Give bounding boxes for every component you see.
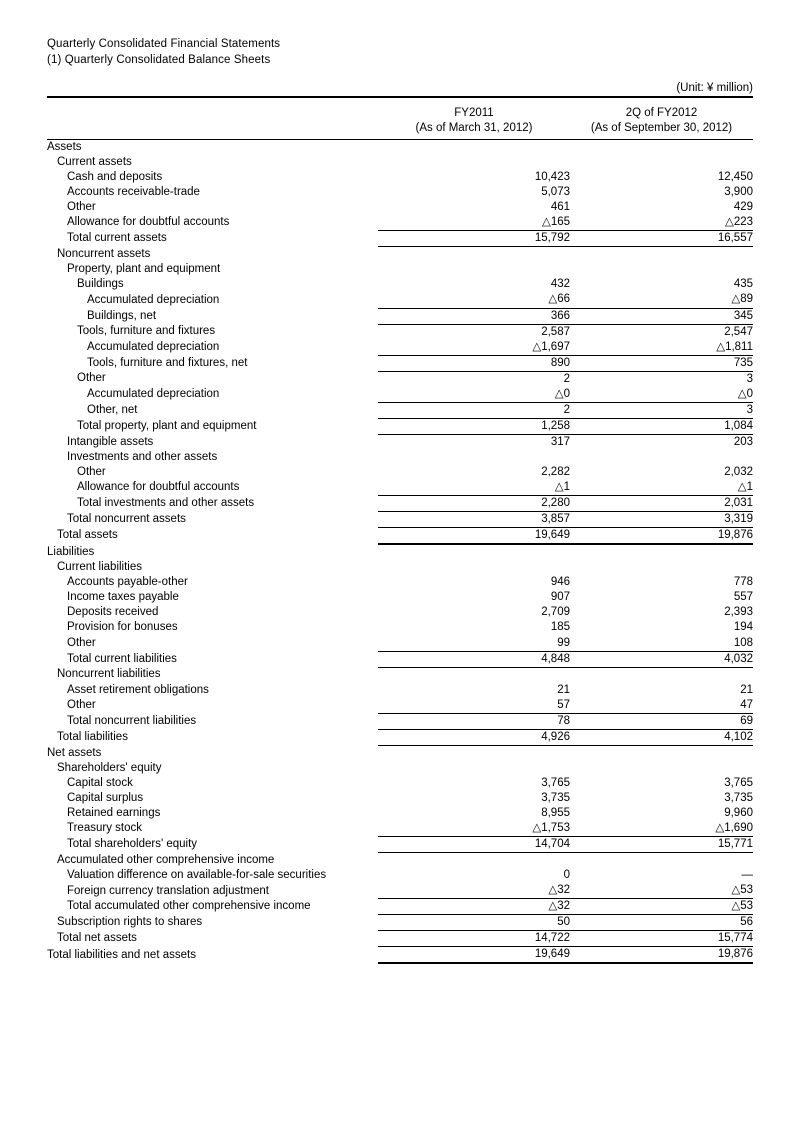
row-value-fy2011 <box>378 262 570 277</box>
row-value-fy2011: 57 <box>378 698 570 714</box>
row-label: Valuation difference on available-for-sale securities <box>67 869 327 882</box>
row-value-2q-fy2012: 19,876 <box>570 947 753 964</box>
table-row <box>47 761 753 776</box>
row-label: Current liabilities <box>57 561 143 574</box>
row-value-2q-fy2012: △1,811 <box>570 340 753 356</box>
table-row <box>47 837 753 853</box>
row-value-2q-fy2012: 194 <box>733 621 753 634</box>
row-value-fy2011 <box>378 853 570 869</box>
table-row <box>47 560 753 575</box>
row-value-fy2011: 50 <box>378 915 570 931</box>
row-value-fy2011: 10,423 <box>534 171 570 184</box>
table-body <box>47 140 753 964</box>
row-value-fy2011: 5,073 <box>541 186 570 199</box>
table-row <box>47 590 753 605</box>
row-label: Assets <box>47 141 82 153</box>
row-value-fy2011: 890 <box>378 355 570 371</box>
table-row <box>47 620 753 635</box>
row-label: Liabilities <box>47 545 95 558</box>
row-value-2q-fy2012: 1,084 <box>570 418 753 434</box>
column-header-row <box>47 104 753 140</box>
table-row <box>47 683 753 698</box>
row-value-fy2011: △66 <box>378 292 570 308</box>
row-label: Investments and other assets <box>67 450 218 463</box>
row-value-2q-fy2012 <box>570 155 753 170</box>
table-row <box>47 355 753 371</box>
row-value-2q-fy2012: 3,735 <box>724 791 753 804</box>
row-value-fy2011: 2,709 <box>541 606 570 619</box>
row-value-fy2011: 317 <box>550 435 570 448</box>
row-value-2q-fy2012: 2,032 <box>724 465 753 478</box>
table-row <box>47 853 753 869</box>
row-value-2q-fy2012: 69 <box>570 713 753 729</box>
table-row <box>47 292 753 308</box>
row-value-2q-fy2012 <box>570 262 753 277</box>
row-label: Total shareholders' equity <box>67 838 198 851</box>
row-value-2q-fy2012: — <box>741 869 753 882</box>
row-value-fy2011 <box>378 140 570 156</box>
table-row <box>47 496 753 512</box>
row-value-2q-fy2012: 15,774 <box>570 931 753 947</box>
row-label: Buildings <box>77 278 124 291</box>
row-value-2q-fy2012: 3,900 <box>724 186 753 199</box>
row-value-fy2011: △0 <box>378 387 570 403</box>
table-row <box>47 605 753 620</box>
row-value-2q-fy2012: 2,031 <box>570 496 753 512</box>
unit-note: (Unit: ¥ million) <box>676 82 753 94</box>
row-label: Income taxes payable <box>67 591 179 604</box>
table-top-rule <box>47 97 753 104</box>
row-value-fy2011 <box>378 560 570 575</box>
row-value-2q-fy2012: 9,960 <box>724 807 753 820</box>
row-label: Other <box>67 698 96 711</box>
table-row <box>47 308 753 324</box>
row-label: Property, plant and equipment <box>67 263 221 276</box>
row-label: Foreign currency translation adjustment <box>67 884 269 897</box>
column-header-2q-fy2012-date: (As of September 30, 2012) <box>590 122 733 134</box>
row-value-fy2011: △1,753 <box>378 821 570 837</box>
row-value-fy2011: 2,280 <box>378 496 570 512</box>
row-value-2q-fy2012: 12,450 <box>717 171 753 184</box>
table-row <box>47 544 753 560</box>
row-value-fy2011: 21 <box>557 683 570 696</box>
row-value-fy2011: 432 <box>550 278 570 291</box>
row-value-fy2011 <box>378 247 570 263</box>
table-row <box>47 729 753 745</box>
table-row <box>47 324 753 340</box>
row-value-fy2011: 99 <box>378 636 570 652</box>
top-rule-col1-cell <box>378 97 570 104</box>
row-value-2q-fy2012: 15,771 <box>570 837 753 853</box>
row-label: Other <box>67 636 96 649</box>
row-value-fy2011: 15,792 <box>378 231 570 247</box>
row-label: Other <box>67 201 96 214</box>
column-header-fy2011 <box>378 104 570 140</box>
row-value-fy2011: 19,649 <box>378 528 570 545</box>
row-value-2q-fy2012: 435 <box>733 278 753 291</box>
row-label: Total noncurrent assets <box>67 513 186 526</box>
column-header-fy2011-title: FY2011 <box>454 107 494 119</box>
row-value-fy2011: 19,649 <box>378 947 570 964</box>
row-label: Total noncurrent liabilities <box>67 714 197 727</box>
row-value-2q-fy2012: 2,393 <box>724 606 753 619</box>
row-label: Total liabilities <box>57 730 128 743</box>
row-value-2q-fy2012 <box>570 450 753 465</box>
row-label: Allowance for doubtful accounts <box>77 481 240 494</box>
row-value-2q-fy2012: △53 <box>570 883 753 899</box>
column-header-fy2011-date: (As of March 31, 2012) <box>415 122 533 134</box>
row-value-fy2011: 461 <box>550 201 570 214</box>
top-rule-col2-cell <box>570 97 753 104</box>
row-value-2q-fy2012: △0 <box>570 387 753 403</box>
table-row <box>47 575 753 590</box>
row-value-fy2011: 946 <box>550 576 570 589</box>
table-row <box>47 418 753 434</box>
table-row <box>47 140 753 156</box>
row-label: Cash and deposits <box>67 171 163 184</box>
row-value-fy2011: 2,587 <box>541 325 570 338</box>
row-value-fy2011: 3,735 <box>541 791 570 804</box>
table-row <box>47 512 753 528</box>
row-value-2q-fy2012: 47 <box>570 698 753 714</box>
row-label: Total accumulated other comprehensive income <box>67 900 311 913</box>
row-value-2q-fy2012: 3 <box>570 402 753 418</box>
table-row <box>47 806 753 821</box>
table-row <box>47 791 753 806</box>
table-row <box>47 698 753 714</box>
row-value-fy2011: 14,704 <box>378 837 570 853</box>
header-label-cell <box>47 104 378 140</box>
row-label: Accumulated depreciation <box>87 388 220 400</box>
table-row <box>47 200 753 215</box>
table-row <box>47 155 753 170</box>
table-row <box>47 170 753 185</box>
row-value-2q-fy2012: 19,876 <box>570 528 753 545</box>
row-label: Provision for bonuses <box>67 621 178 634</box>
row-value-fy2011 <box>378 745 570 761</box>
row-value-2q-fy2012: 429 <box>733 201 753 214</box>
row-value-2q-fy2012: 557 <box>733 591 753 604</box>
row-value-fy2011: 4,926 <box>378 729 570 745</box>
row-value-2q-fy2012: 16,557 <box>570 231 753 247</box>
table-row <box>47 776 753 791</box>
row-value-fy2011 <box>378 667 570 683</box>
row-label: Total current liabilities <box>67 652 177 665</box>
row-label: Accumulated other comprehensive income <box>57 853 275 866</box>
table-row <box>47 745 753 761</box>
row-value-fy2011: △1,697 <box>378 340 570 356</box>
table-row <box>47 262 753 277</box>
table-row <box>47 231 753 247</box>
table-row <box>47 868 753 883</box>
row-value-2q-fy2012: △89 <box>570 292 753 308</box>
row-label: Deposits received <box>67 606 159 619</box>
row-value-fy2011: 14,722 <box>378 931 570 947</box>
row-label: Allowance for doubtful accounts <box>67 216 230 229</box>
row-value-2q-fy2012: 21 <box>740 683 753 696</box>
row-label: Noncurrent assets <box>57 248 151 261</box>
row-value-2q-fy2012: 3 <box>746 372 753 385</box>
row-value-fy2011: 78 <box>378 713 570 729</box>
heading-line-1: Quarterly Consolidated Financial Statements <box>47 38 281 50</box>
row-value-2q-fy2012 <box>570 247 753 263</box>
row-value-2q-fy2012: 108 <box>570 636 753 652</box>
row-label: Accounts payable-other <box>67 576 188 589</box>
row-value-fy2011: 1,258 <box>378 418 570 434</box>
row-value-2q-fy2012: 4,102 <box>570 729 753 745</box>
row-value-fy2011 <box>378 450 570 465</box>
row-value-2q-fy2012: 203 <box>733 435 753 448</box>
row-label: Accumulated depreciation <box>87 340 220 353</box>
row-value-2q-fy2012 <box>570 761 753 776</box>
table-row <box>47 915 753 931</box>
row-label: Accounts receivable-trade <box>67 186 200 199</box>
table-row <box>47 883 753 899</box>
column-header-2q-fy2012-title: 2Q of FY2012 <box>625 107 698 119</box>
row-label: Shareholders' equity <box>57 761 162 774</box>
table-row <box>47 931 753 947</box>
heading-line-2: (1) Quarterly Consolidated Balance Sheets <box>47 53 271 66</box>
row-label: Total net assets <box>57 932 137 945</box>
row-value-fy2011: 907 <box>550 591 570 604</box>
table-row <box>47 185 753 200</box>
row-value-2q-fy2012: 345 <box>570 308 753 324</box>
table-row <box>47 450 753 465</box>
row-label: Capital stock <box>67 776 133 789</box>
row-value-2q-fy2012 <box>570 560 753 575</box>
column-header-2q-fy2012 <box>570 104 753 140</box>
row-label: Net assets <box>47 746 102 759</box>
row-value-2q-fy2012 <box>570 853 753 869</box>
row-value-fy2011 <box>378 155 570 170</box>
table-row <box>47 465 753 480</box>
row-value-2q-fy2012: 735 <box>570 355 753 371</box>
table-row <box>47 434 753 450</box>
row-value-2q-fy2012: △223 <box>570 215 753 231</box>
row-label: Total assets <box>57 529 118 542</box>
row-value-2q-fy2012: 778 <box>733 576 753 589</box>
row-value-fy2011: 4,848 <box>378 651 570 667</box>
row-value-2q-fy2012: △1 <box>570 480 753 496</box>
table-header <box>47 97 753 140</box>
row-value-fy2011 <box>378 544 570 560</box>
row-label: Retained earnings <box>67 807 161 820</box>
row-label: Other <box>77 465 106 478</box>
row-value-fy2011: 185 <box>550 621 570 634</box>
row-value-2q-fy2012 <box>570 544 753 560</box>
row-label: Buildings, net <box>87 309 157 322</box>
row-value-fy2011: 0 <box>563 869 570 882</box>
row-label: Tools, furniture and fixtures, net <box>87 356 248 369</box>
table-row <box>47 528 753 545</box>
row-label: Current assets <box>57 156 132 169</box>
row-label: Total investments and other assets <box>77 497 255 510</box>
top-rule-label-cell <box>47 97 378 104</box>
row-value-fy2011: 2 <box>563 372 570 385</box>
row-value-fy2011: 2 <box>378 402 570 418</box>
row-value-2q-fy2012: △53 <box>570 899 753 915</box>
row-value-fy2011: 8,955 <box>541 807 570 820</box>
row-value-fy2011 <box>378 761 570 776</box>
row-label: Noncurrent liabilities <box>57 668 161 681</box>
table-row <box>47 651 753 667</box>
row-value-fy2011: △1 <box>378 480 570 496</box>
table-row <box>47 899 753 915</box>
table-row <box>47 667 753 683</box>
row-value-2q-fy2012: 4,032 <box>570 651 753 667</box>
row-value-2q-fy2012: 56 <box>570 915 753 931</box>
table-row <box>47 636 753 652</box>
table-row <box>47 371 753 387</box>
row-value-fy2011: 2,282 <box>541 465 570 478</box>
table-row <box>47 387 753 403</box>
table-row <box>47 947 753 964</box>
row-label: Total current assets <box>67 232 167 245</box>
row-value-2q-fy2012: 2,547 <box>724 325 753 338</box>
table-row <box>47 713 753 729</box>
row-label: Total property, plant and equipment <box>77 419 257 432</box>
row-label: Tools, furniture and fixtures <box>77 325 216 338</box>
row-label: Capital surplus <box>67 791 144 804</box>
balance-sheet-table <box>47 96 753 964</box>
row-value-2q-fy2012 <box>570 745 753 761</box>
table-row <box>47 247 753 263</box>
table-row <box>47 277 753 292</box>
row-label: Total liabilities and net assets <box>47 948 196 961</box>
row-value-fy2011: 3,765 <box>541 776 570 789</box>
table-row <box>47 340 753 356</box>
row-value-2q-fy2012 <box>570 667 753 683</box>
row-value-fy2011: 3,857 <box>378 512 570 528</box>
row-label: Asset retirement obligations <box>67 683 209 696</box>
row-value-fy2011: △32 <box>378 883 570 899</box>
row-label: Other <box>77 372 106 385</box>
row-label: Intangible assets <box>67 435 154 448</box>
row-value-2q-fy2012: 3,319 <box>570 512 753 528</box>
table-row <box>47 402 753 418</box>
row-value-fy2011: △165 <box>378 215 570 231</box>
table-row <box>47 821 753 837</box>
row-label: Treasury stock <box>67 822 142 835</box>
row-value-2q-fy2012 <box>570 140 753 156</box>
row-value-fy2011: △32 <box>378 899 570 915</box>
row-label: Other, net <box>87 403 138 416</box>
row-value-2q-fy2012: △1,690 <box>570 821 753 837</box>
table-row <box>47 215 753 231</box>
row-label: Accumulated depreciation <box>87 293 220 306</box>
row-label: Subscription rights to shares <box>57 916 203 929</box>
document-heading <box>47 37 280 68</box>
table-row <box>47 480 753 496</box>
row-value-2q-fy2012: 3,765 <box>724 776 753 789</box>
row-value-fy2011: 366 <box>378 308 570 324</box>
